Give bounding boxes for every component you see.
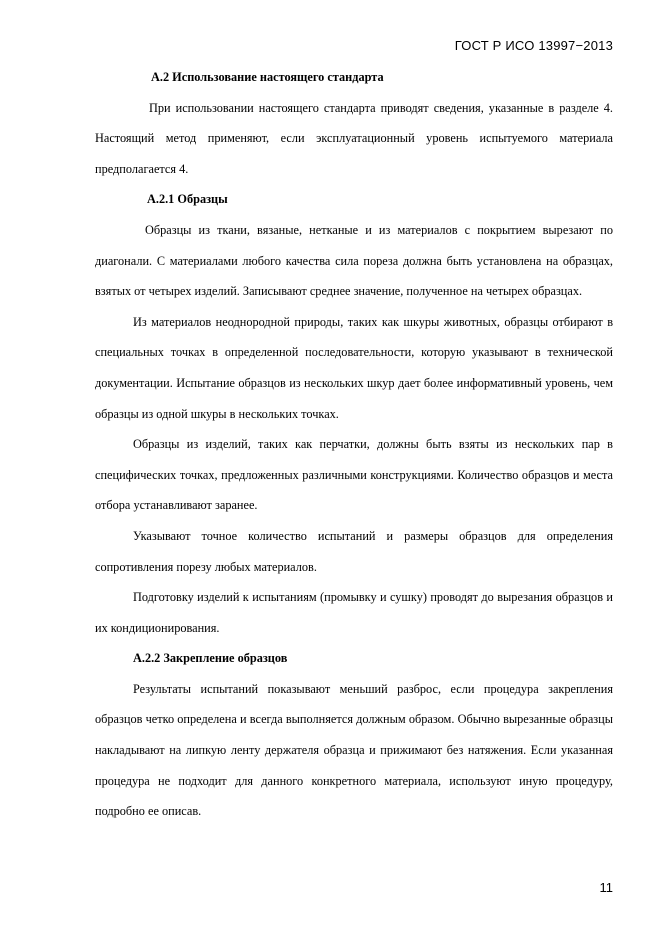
- section-a2-2-title: А.2.2 Закрепление образцов: [133, 651, 288, 666]
- section-a2-2-paragraph-1: Результаты испытаний показывают меньший разброс, если процедура закрепления образцов четко определена и всегда выполняется должным образом. Обычно вырезанные образцы накладывают на липкую ленту держателя образца и прижимают без натяжения. Если указанная процедура не подходит для данного конкретного материала, используют иную процедуру, подробно ее описав.: [95, 681, 613, 819]
- section-a2-paragraph-1: При использовании настоящего стандарта приводят сведения, указанные в разделе 4. Настоящий метод применяют, если эксплуатационный уровень испытуемого материала предполагается 4.: [95, 100, 613, 176]
- section-a2-1-paragraph-3: Образцы из изделий, таких как перчатки, должны быть взяты из нескольких пар в специфических точках, предложенных различными конструкциями. Количество образцов и места отбора устанавливают заранее.: [95, 437, 613, 513]
- section-a2-1-paragraph-1: Образцы из ткани, вязаные, нетканые и из материалов с покрытием вырезают по диагонали. С материалами любого качества сила пореза должна быть установлена на образцах, взятых от четырех изделий. Записывают среднее значение, полученное на четырех образцах.: [95, 222, 613, 299]
- section-a2-1-paragraph-5: Подготовку изделий к испытаниям (промывку и сушку) проводят до вырезания образцов и их кондиционирования.: [95, 590, 613, 635]
- section-a2-title: А.2 Использование настоящего стандарта: [151, 70, 384, 84]
- section-a2-1-paragraph-4: Указывают точное количество испытаний и размеры образцов для определения сопротивления порезу любых материалов.: [95, 528, 613, 574]
- page-number: 11: [599, 880, 613, 895]
- section-a2-1-title: А.2.1 Образцы: [147, 192, 228, 207]
- document-body: [95, 62, 613, 827]
- document-code-header: ГОСТ Р ИСО 13997−2013: [454, 38, 613, 53]
- section-a2-1-paragraph-2: Из материалов неоднородной природы, таких как шкуры животных, образцы отбирают в специальных точках в определенной последовательности, которую указывают в технической документации. Испытание образцов из нескольких шкур дает более информативный уровень, чем образцы из одной шкуры в нескольких точках.: [95, 314, 613, 421]
